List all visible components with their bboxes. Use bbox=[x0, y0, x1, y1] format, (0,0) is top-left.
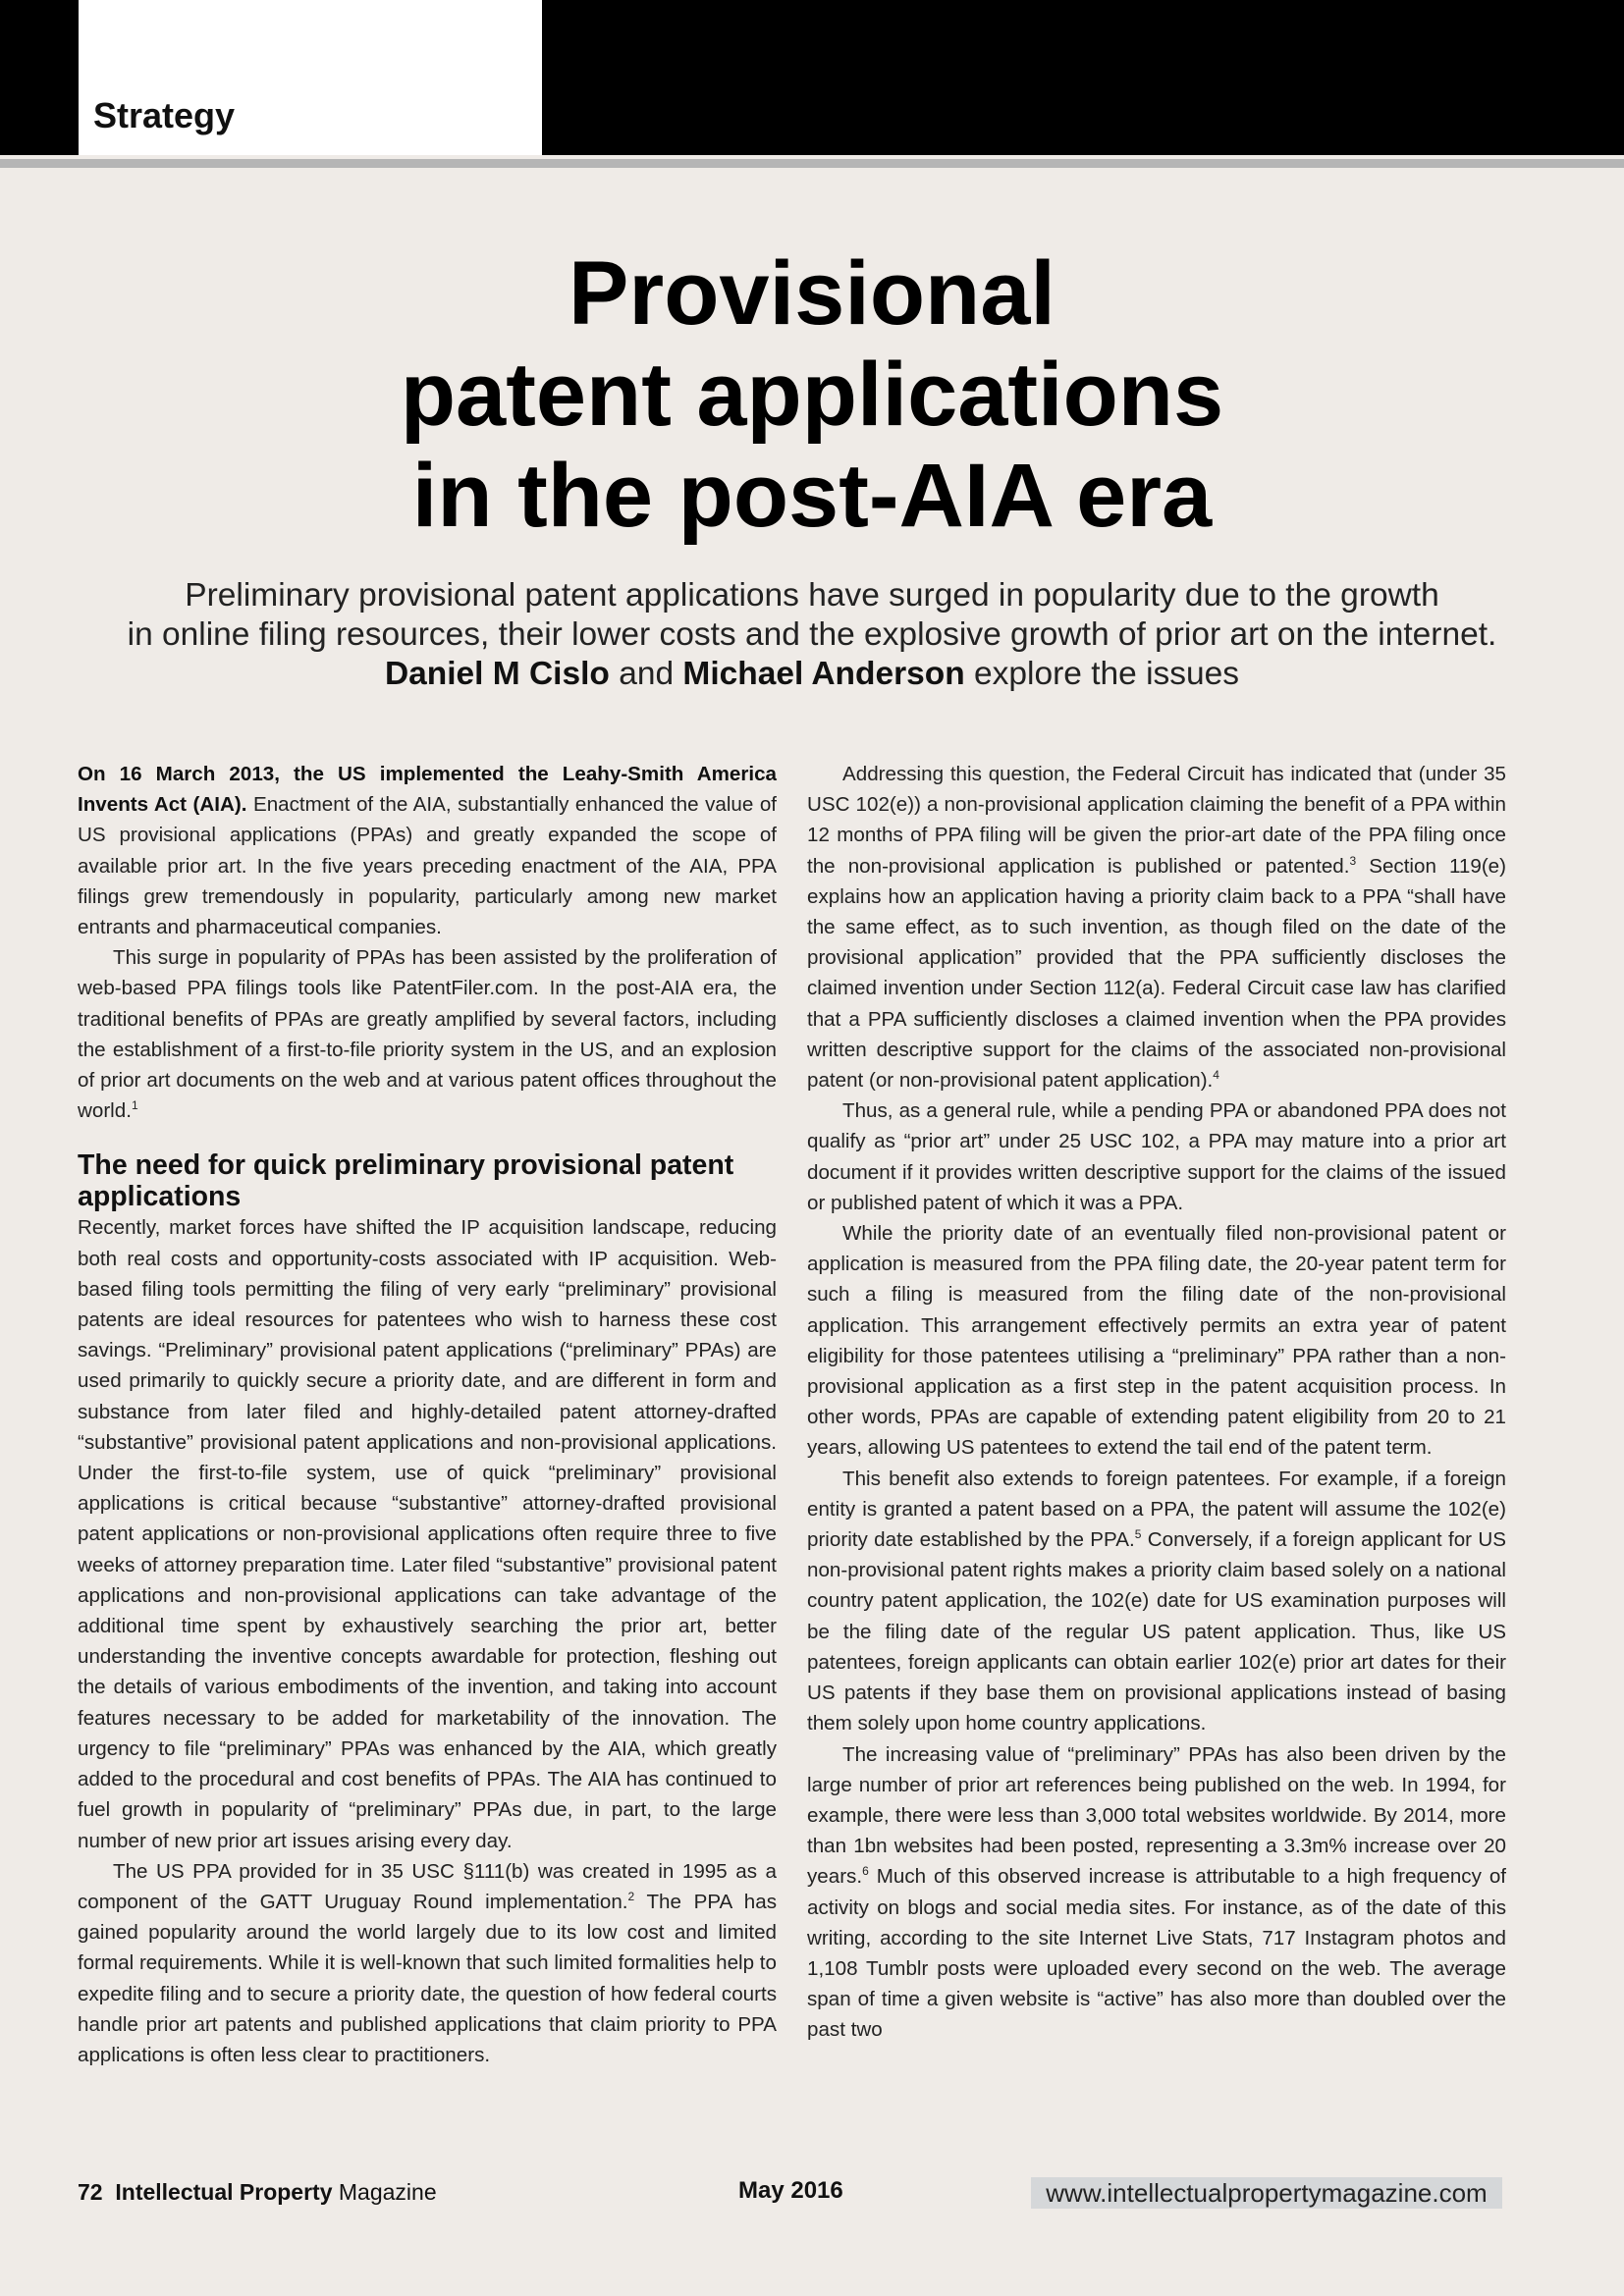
footnote-ref: 1 bbox=[131, 1098, 138, 1113]
page-number: 72 bbox=[78, 2179, 103, 2205]
footer-publication bbox=[78, 2179, 437, 2206]
title-line: patent applications bbox=[400, 345, 1224, 445]
paragraph-text: This surge in popularity of PPAs has been assisted by the proliferation of web-based PPA filings tools like PatentFiler.com. In the post-AIA era, the traditional benefits of PPAs are greatly amplified by several factors, including the establishment of a first-to-file priority system in the US, and an explosion of prior art documents on the web and at various patent offices throughout the world. bbox=[78, 946, 777, 1123]
title-line: in the post-AIA era bbox=[411, 446, 1213, 546]
section-heading: The need for quick preliminary provisional patent applications bbox=[78, 1149, 734, 1213]
standfirst bbox=[108, 576, 1516, 694]
paragraph-text: The US PPA provided for in 35 USC §111(b) was created in 1995 as a component of the GATT Uruguay Round implementation. bbox=[78, 1859, 777, 1913]
paragraph-text: Conversely, if a foreign applicant for US non-provisional patent rights makes a priority claim based solely on a national country patent application, the 102(e) date for US examination purposes will be the filing date of the regular US patent application. Thus, like US patentees, foreign applicants can obtain earlier 102(e) prior art dates for their US patents if they base them on provisional applications instead of basing them solely upon home country applications. bbox=[807, 1528, 1506, 1735]
standfirst-line-1: Preliminary provisional patent applications have surged in popularity due to the growth bbox=[185, 577, 1439, 614]
footnote-ref: 3 bbox=[1349, 853, 1357, 868]
section-label: Strategy bbox=[93, 95, 236, 135]
footnote-ref: 4 bbox=[1213, 1068, 1219, 1083]
header-rule bbox=[0, 159, 1624, 168]
magazine-name-rest: Magazine bbox=[332, 2179, 437, 2205]
byline-and: and bbox=[609, 656, 683, 692]
magazine-name: Intellectual Property bbox=[115, 2179, 333, 2205]
paragraph bbox=[807, 1739, 1506, 2046]
issue-date: May 2016 bbox=[738, 2177, 843, 2204]
title-line: Provisional bbox=[568, 243, 1056, 344]
article-title bbox=[196, 243, 1428, 547]
paragraph-text: Section 119(e) explains how an application having a priority claim back to a PPA “shall have the same effect, as to such invention, as though filed on the date of the provisional application” provided that the PPA sufficiently discloses the claimed invention under Section 112(a). Federal Circuit case law has clarified that a PPA sufficiently discloses a claimed invention when the PPA provides written descriptive support for the claims of the associated non-provisional patent (or non-provisional patent application). bbox=[807, 854, 1506, 1093]
paragraph-text: This benefit also extends to foreign patentees. For example, if a foreign entity is granted a patent based on a PPA, the patent will assume the 102(e) priority date established by the PPA. bbox=[807, 1467, 1506, 1552]
paragraph bbox=[807, 1464, 1506, 1739]
footnote-ref: 2 bbox=[627, 1890, 635, 1904]
left-column bbox=[78, 759, 777, 2070]
paragraph: While the priority date of an eventually filed non-provisional patent or application is measured from the PPA filing date, the 20-year patent term for such a filing is measured from the filing date of the non-provisional application. This arrangement effectively permits an extra year of patent eligibility for those patentees utilising a “preliminary” PPA rather than a non-provisional application as a first step in the patent acquisition process. In other words, PPAs are capable of extending patent eligibility from 20 to 21 years, allowing US patentees to extend the tail end of the patent term. bbox=[807, 1222, 1506, 1460]
lead-sentence: On 16 March 2013, the US implemented the Leahy-Smith America Invents Act (AIA). bbox=[78, 763, 777, 817]
paragraph bbox=[78, 759, 777, 942]
paragraph-text: Much of this observed increase is attributable to a high frequency of activity on blogs and social media sites. For instance, as of the date of this writing, according to the site Internet Live Stats, 717 Instagram photos and 1,108 Tumblr posts were uploaded every second on the web. The average span of time a given website is “active” has also more than doubled over the past two bbox=[807, 1865, 1506, 2042]
right-column bbox=[807, 759, 1506, 2046]
paragraph bbox=[807, 759, 1506, 1095]
paragraph bbox=[78, 1856, 777, 2070]
paragraph-text: The increasing value of “preliminary” PPAs has also been driven by the large number of prior art references being published on the web. In 1994, for example, there were less than 3,000 total websites worldwide. By 2014, more than 1bn websites had been posted, representing a 3.3m% increase over 20 years. bbox=[807, 1742, 1506, 1889]
paragraph-text: The PPA has gained popularity around the world largely due to its low cost and limited formal requirements. While it is well-known that such limited formalities help to expedite filing and to secure a priority date, the question of how federal courts handle prior art patents and published applications that claim priority to PPA applications is often less clear to practitioners. bbox=[78, 1890, 777, 2066]
footnote-ref: 6 bbox=[862, 1864, 869, 1879]
paragraph-text: Enactment of the AIA, substantially enhanced the value of US provisional applications (PPAs) and greatly expanded the scope of available prior art. In the five years preceding enactment of the AIA, PPA filings grew tremendously in popularity, particularly among new market entrants and pharmaceutical companies. bbox=[78, 793, 777, 939]
footnote-ref: 5 bbox=[1134, 1527, 1142, 1542]
standfirst-line-2: in online filing resources, their lower costs and the explosive growth of prior art on the internet. bbox=[127, 616, 1497, 653]
author-2: Michael Anderson bbox=[682, 656, 965, 692]
paragraph: Thus, as a general rule, while a pending PPA or abandoned PPA does not qualify as “prior art” under 25 USC 102, a PPA may mature into a prior art document if it provides written descriptive support for the claims of the issued or published patent of which it was a PPA. bbox=[807, 1099, 1506, 1214]
byline-tail: explore the issues bbox=[964, 656, 1240, 692]
author-1: Daniel M Cislo bbox=[384, 656, 610, 692]
paragraph bbox=[78, 942, 777, 1126]
paragraph: Recently, market forces have shifted the IP acquisition landscape, reducing both real costs and opportunity-costs associated with IP acquisition. Web-based filing tools permitting the filing of very early “preliminary” provisional patents are ideal resources for patentees who wish to harness these cost savings. “Preliminary” provisional patent applications (“preliminary” PPAs) are used primarily to quickly secure a priority date, and are different in form and substance from later filed and highly-detailed patent attorney-drafted “substantive” provisional patent applications and non-provisional applications. Under the first-to-file system, use of quick “preliminary” provisional applications is critical because “substantive” attorney-drafted provisional patent applications or non-provisional applications often require three to five weeks of attorney preparation time. Later filed “substantive” provisional patent applications and non-provisional applications can take advantage of the additional time spent by exhaustively searching the prior art, better understanding the inventive concepts awardable for protection, fleshing out the details of various embodiments of the invention, and taking into account features necessary to be added for marketability of the innovation. The urgency to file “preliminary” PPAs was enhanced by the AIA, which greatly added to the procedural and cost benefits of PPAs. The AIA has continued to fuel growth in popularity of “preliminary” PPAs due, in part, to the large number of new prior art issues arising every day. bbox=[78, 1216, 777, 1852]
byline bbox=[108, 655, 1516, 694]
paragraph-text: Addressing this question, the Federal Circuit has indicated that (under 35 USC 102(e)) a non-provisional application claiming the benefit of a PPA within 12 months of PPA filing will be given the prior-art date of the PPA filing once the non-provisional application is published or patented. bbox=[807, 763, 1506, 878]
website-link[interactable]: www.intellectualpropertymagazine.com bbox=[1031, 2177, 1502, 2209]
